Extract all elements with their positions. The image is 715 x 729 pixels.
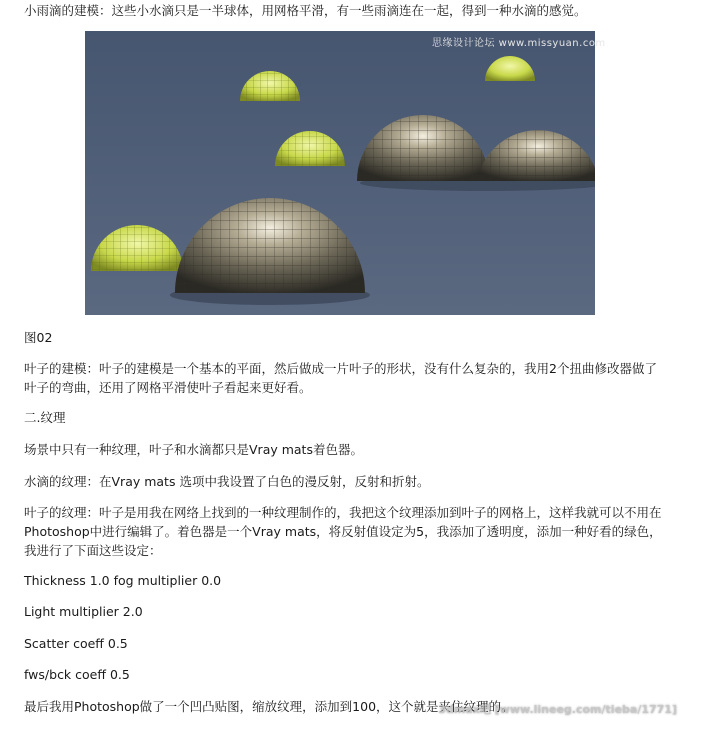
paragraph-leaf-model: 叶子的建模：叶子的建模是一个基本的平面，然后做成一片叶子的形状，没有什么复杂的，我用2个扭曲修改器做了叶子的弯曲，还用了网格平滑使叶子看起来更好看。	[24, 361, 657, 395]
setting-light: Light multiplier 2.0	[24, 604, 143, 619]
paragraph-one-texture: 场景中只有一种纹理，叶子和水滴都只是Vray mats着色器。	[24, 442, 363, 457]
paragraph-raindrop-model: 小雨滴的建模：这些小水滴只是一半球体，用网格平滑，有一些雨滴连在一起，得到一种水滴的感觉。	[24, 3, 587, 18]
watermark-bottom: 3dmax吧 [www.lineeg.com/tieba/1771]	[438, 703, 677, 716]
watermark-top: 思缘设计论坛 www.missyuan.com	[432, 38, 606, 49]
setting-fws: fws/bck coeff 0.5	[24, 667, 130, 682]
setting-thickness: Thickness 1.0 fog multiplier 0.0	[24, 573, 222, 588]
paragraph-water-texture: 水滴的纹理：在Vray mats 选项中我设置了白色的漫反射，反射和折射。	[24, 474, 430, 489]
figure-caption: 图02	[24, 330, 53, 345]
setting-scatter: Scatter coeff 0.5	[24, 636, 128, 651]
render-image	[85, 31, 595, 315]
section-heading-texture: 二.纹理	[24, 410, 66, 425]
paragraph-leaf-texture: 叶子的纹理：叶子是用我在网络上找到的一种纹理制作的，我把这个纹理添加到叶子的网格上，这样我就可以不用在Photoshop中进行编辑了。着色器是一个Vray mats，将反射值设定为5，我添加了透明度，添加一种好看的绿色，我进行了下面这些设定：	[24, 505, 662, 558]
paragraph-final: 最后我用Photoshop做了一个凹凸贴图，缩放纹理，添加到100，这个就是夹住纹理的。	[24, 699, 514, 714]
